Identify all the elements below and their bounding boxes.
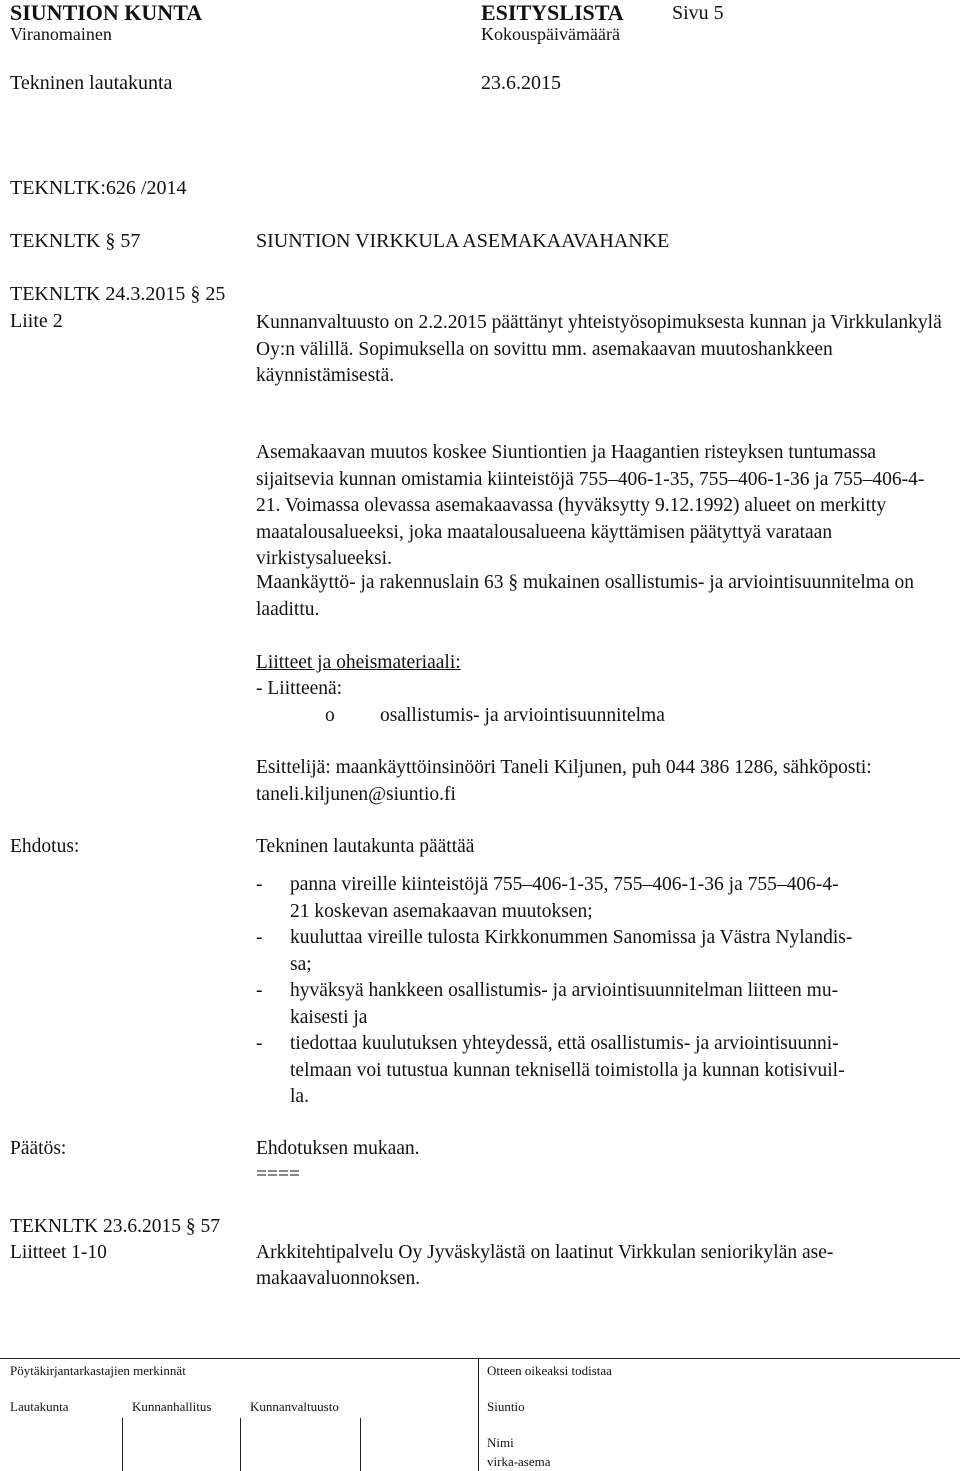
attachment-item: osallistumis- ja arviointisuunnitelma bbox=[380, 705, 665, 726]
proposal-label: Ehdotus: bbox=[10, 836, 80, 857]
paragraph-plan-change: Asemakaavan muutos koskee Siuntiontien ja Haagantien risteyksen tuntumassa sijaitsevia kunnan omistamia kiinteistöjä 755‒406-1-35, 755‒406-1-36 ja 755‒406-4-21. Voimassa olevassa asemakaavassa (hyväksytty 9.12.1992) alueet on merkitty maatalousalueeksi, joka maatalousalueena käyttämisen päätyttyä varataan virkistysalueeksi. bbox=[256, 442, 925, 569]
followup-attachments: Liitteet 1-10 bbox=[10, 1242, 107, 1263]
attachments-heading: Liitteet ja oheismateriaali: bbox=[256, 652, 461, 673]
footer-col-divider-3 bbox=[360, 1418, 361, 1471]
page-number: Sivu 5 bbox=[672, 2, 724, 24]
list-item: - hyväksyä hankkeen osallistumis- ja arviointisuunnitelman liitteen mu- kaisesti ja bbox=[256, 980, 839, 1028]
section-title: SIUNTION VIRKKULA ASEMAKAAVAHANKE bbox=[256, 230, 670, 252]
list-item: - tiedottaa kuulutuksen yhteydessä, että osallistumis- ja arviointisuunni- telmaan voi tutustua kunnan teknisellä toimistolla ja kunnan kotisivuil- la. bbox=[256, 1033, 845, 1107]
authority-label: Viranomainen bbox=[10, 24, 112, 44]
paragraph-agreement: Kunnanvaltuusto on 2.2.2015 päättänyt yhteistyösopimuksesta kunnan ja Virkkulankylä Oy:n välillä. Sopimuksella on sovittu mm. asemakaavan muutoshankkeen käynnistämisestä. bbox=[256, 312, 942, 386]
meeting-date-label: Kokouspäivämäärä bbox=[481, 24, 620, 44]
footer-col-kunnanvaltuusto: Kunnanvaltuusto bbox=[250, 1399, 339, 1414]
footer-col-kunnanhallitus: Kunnanhallitus bbox=[132, 1399, 212, 1414]
decision-text: Ehdotuksen mukaan. bbox=[256, 1138, 420, 1159]
proposal-intro: Tekninen lautakunta päättää bbox=[256, 836, 475, 857]
decision-marker: ==== bbox=[256, 1164, 300, 1185]
paragraph-participation-plan: Maankäyttö- ja rakennuslain 63 § mukainen osallistumis- ja arviointisuunnitelma on laadittu. bbox=[256, 572, 914, 620]
footer-title: virka-asema bbox=[487, 1454, 551, 1469]
section-reference: TEKNLTK § 57 bbox=[10, 230, 141, 252]
authority-name: Tekninen lautakunta bbox=[10, 72, 173, 94]
footer-center-divider bbox=[478, 1358, 479, 1471]
footer-col-lautakunta: Lautakunta bbox=[10, 1399, 69, 1414]
presenter-info: Esittelijä: maankäyttöinsinööri Taneli Kiljunen, puh 044 386 1286, sähköposti: taneli.kiljunen@siuntio.fi bbox=[256, 757, 872, 805]
municipality-name: SIUNTION KUNTA bbox=[10, 0, 203, 25]
footer-certified: Otteen oikeaksi todistaa bbox=[487, 1363, 612, 1378]
attachment-label: Liite 2 bbox=[10, 310, 63, 332]
followup-reference: TEKNLTK 23.6.2015 § 57 bbox=[10, 1216, 220, 1237]
footer-name: Nimi bbox=[487, 1435, 514, 1450]
footer-top-rule bbox=[0, 1358, 960, 1359]
footer-place: Siuntio bbox=[487, 1399, 525, 1414]
followup-text-line2: makaavaluonnoksen. bbox=[256, 1268, 421, 1289]
attachments-subheading: - Liitteenä: bbox=[256, 678, 343, 699]
document-type: ESITYSLISTA bbox=[481, 0, 624, 25]
proposal-list bbox=[256, 872, 948, 1111]
previous-section-reference: TEKNLTK 24.3.2015 § 25 bbox=[10, 283, 226, 305]
list-item: - panna vireille kiinteistöjä 755‒406-1-35, 755‒406-1-36 ja 755‒406-4- 21 koskevan asemakaavan muutoksen; bbox=[256, 874, 839, 922]
footer-col-divider-2 bbox=[240, 1418, 241, 1471]
followup-text-line1: Arkkitehtipalvelu Oy Jyväskylästä on laatinut Virkkulan seniorikylän ase- bbox=[256, 1242, 834, 1263]
meeting-date: 23.6.2015 bbox=[481, 72, 561, 94]
footer-reviewers: Pöytäkirjantarkastajien merkinnät bbox=[10, 1363, 186, 1378]
footer-col-divider-1 bbox=[122, 1418, 123, 1471]
attachment-bullet: o bbox=[325, 705, 335, 726]
case-reference: TEKNLTK:626 /2014 bbox=[10, 177, 187, 199]
list-item: - kuuluttaa vireille tulosta Kirkkonummen Sanomissa ja Västra Nylandis- sa; bbox=[256, 927, 853, 975]
decision-label: Päätös: bbox=[10, 1138, 67, 1159]
